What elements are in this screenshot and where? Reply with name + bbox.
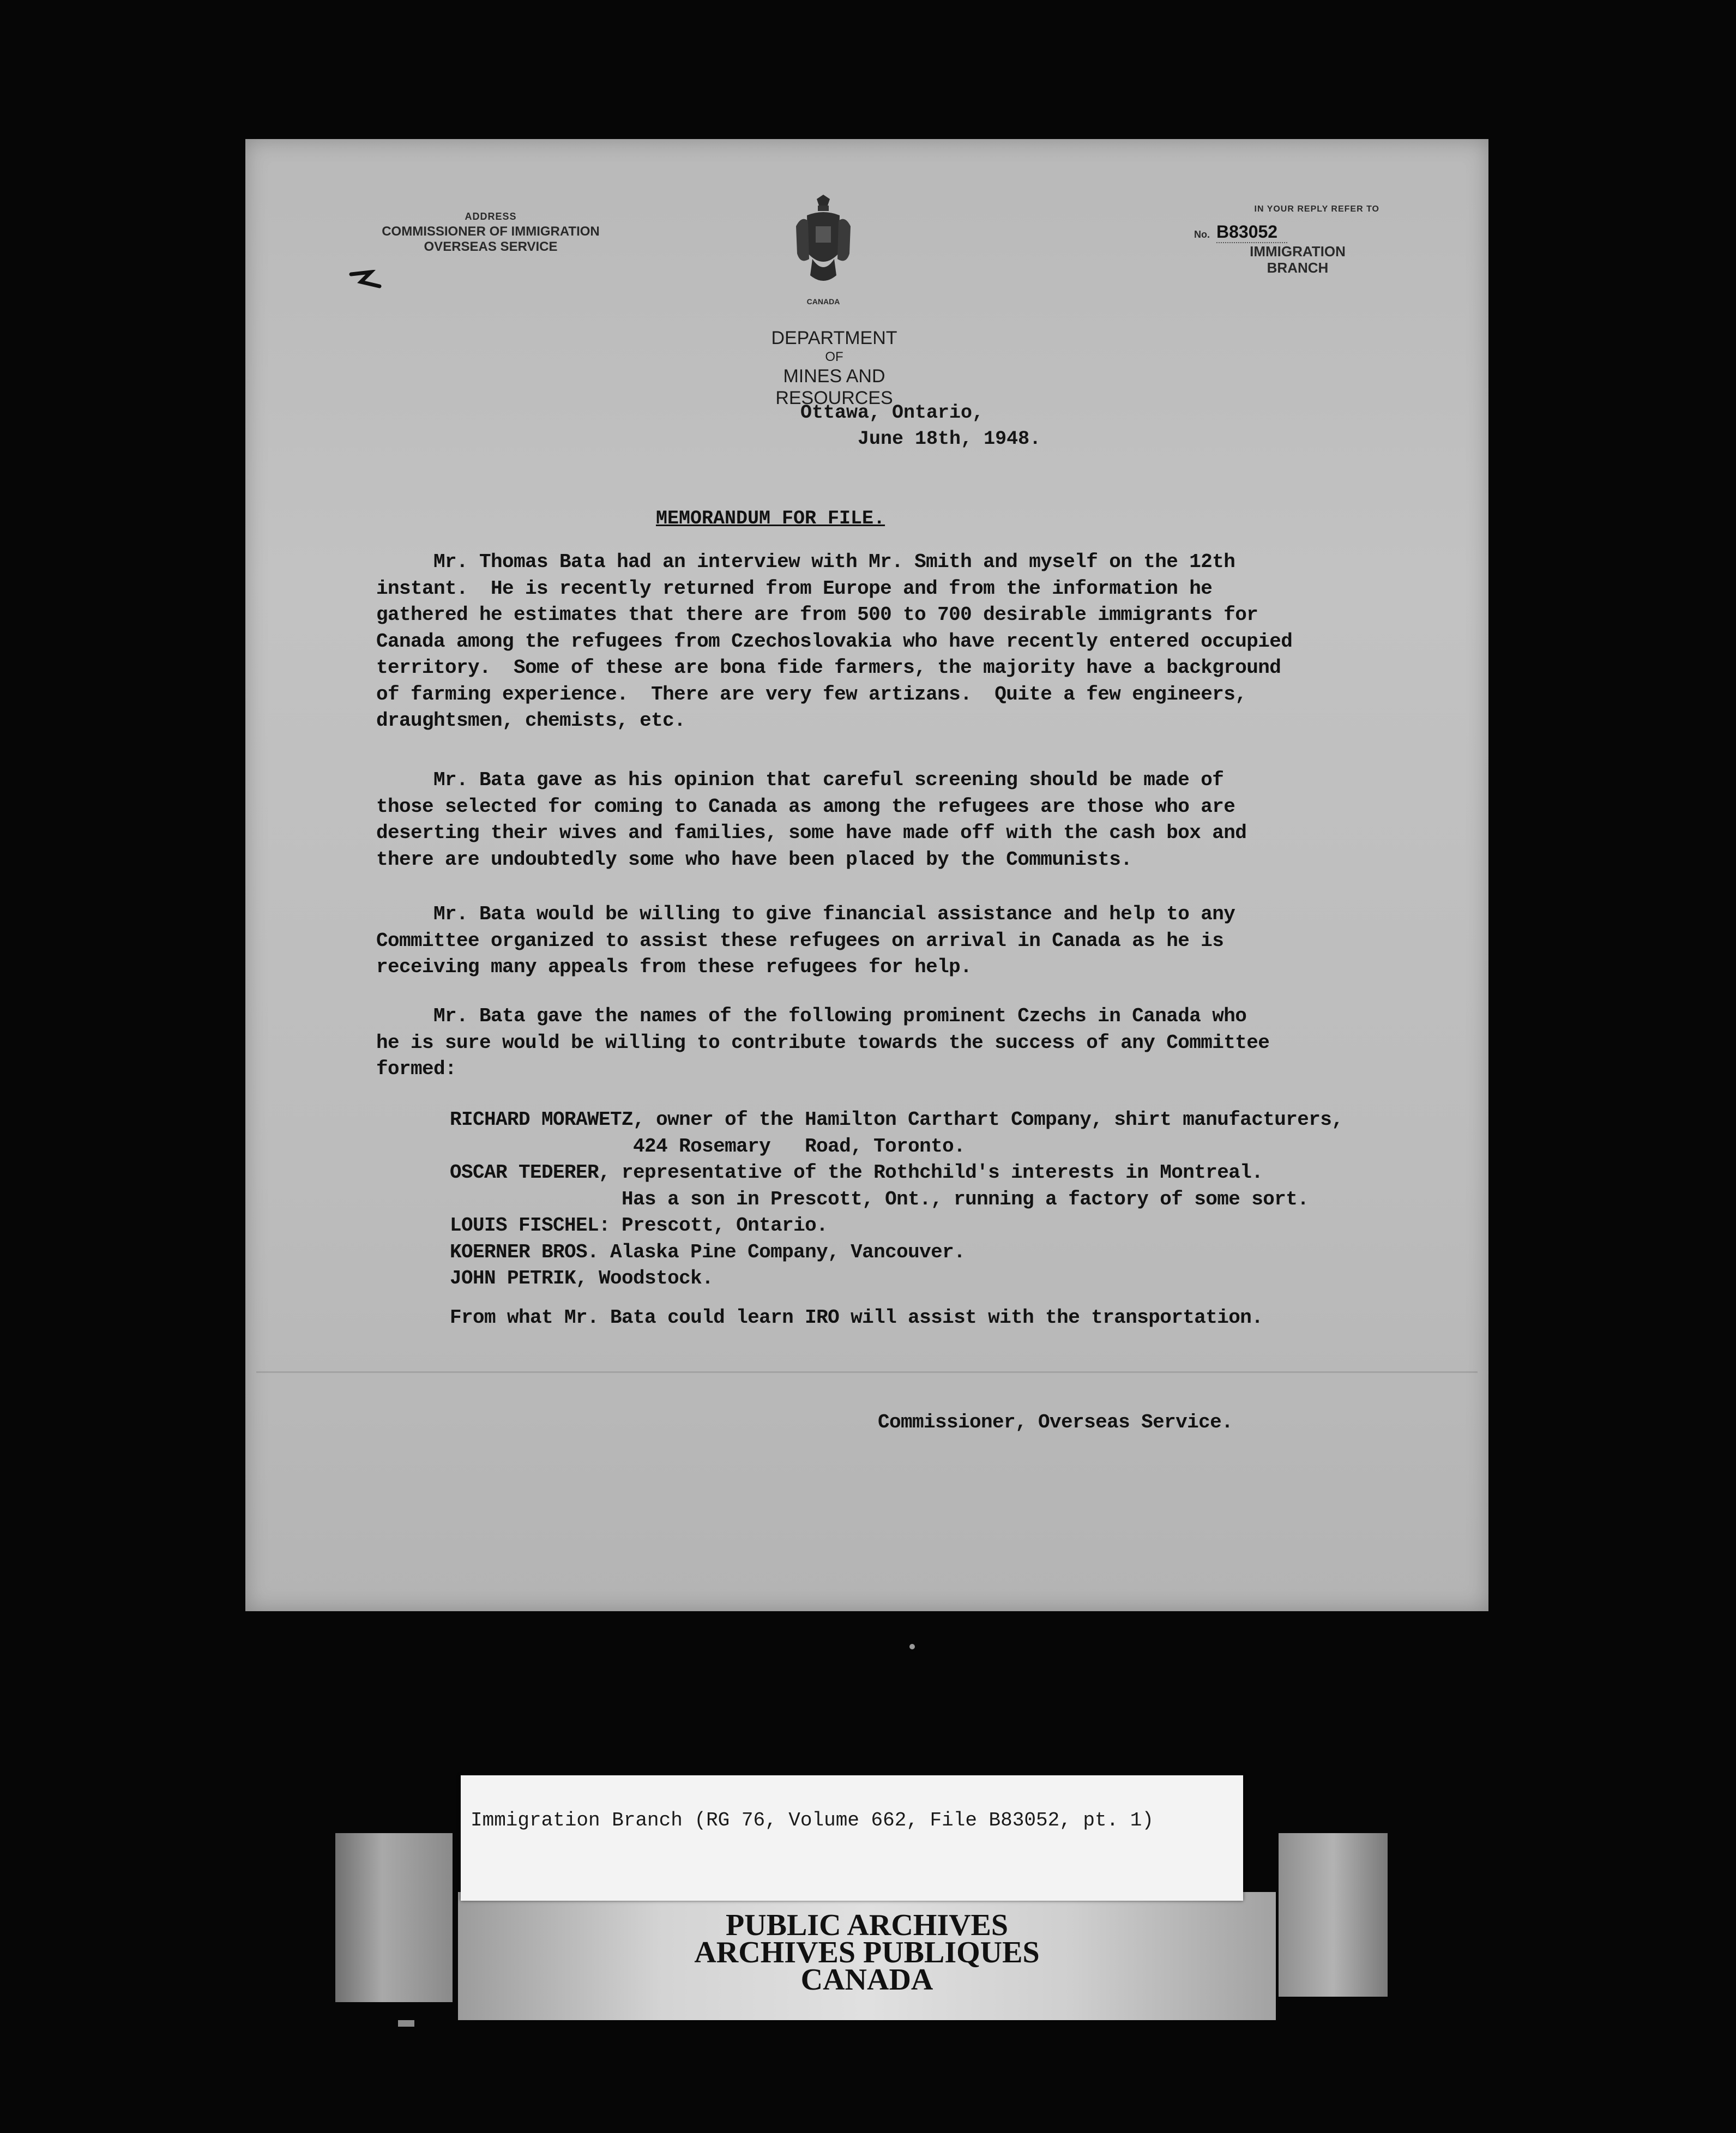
ministry-line: MINES AND RESOURCES	[775, 366, 893, 408]
department-heading	[725, 327, 943, 409]
film-edge-mark	[398, 2020, 414, 2027]
reply-number: B83052	[1216, 222, 1287, 243]
reply-caption: IN YOUR REPLY REFER TO	[1254, 204, 1379, 214]
stamp-line-3: CANADA	[800, 1963, 933, 1997]
address-line-2: OVERSEAS SERVICE	[424, 239, 558, 254]
paragraph-2: Mr. Bata gave as his opinion that careful screening should be made of those selected for coming to Canada as among the refugees are those who are deserting their wives and families, some have made off with the cash box and there are undoubtedly some who have been placed by the Communists.	[376, 769, 1247, 871]
paragraph-3: Mr. Bata would be willing to give financial assistance and help to any Committee organized to assist these refugees on arrival in Canada as he is receiving many appeals from these refugees for help.	[376, 903, 1235, 978]
city-line: Ottawa, Ontario,	[800, 402, 984, 424]
names-list: RICHARD MORAWETZ, owner of the Hamilton Carthart Company, shirt manufacturers, 424 Rosemary Road, Toronto. OSCAR TEDERER, representative of the Rothchild's interests in Montreal. Has a son in Prescott, Ont., running a factory of some sort. LOUIS FISCHEL: Prescott, Ontario. KOERNER BROS. Alaska Pine Company, Vancouver. JOHN PETRIK, Woodstock.	[450, 1108, 1343, 1290]
stamp-line-1: PUBLIC ARCHIVES	[725, 1908, 1009, 1942]
branch-line-2: BRANCH	[1267, 260, 1329, 276]
archives-stamp-card	[458, 1892, 1276, 2020]
letterhead-address-block	[338, 209, 643, 255]
signature-line: Commissioner, Overseas Service.	[878, 1411, 1233, 1433]
archives-stamp	[649, 1908, 1085, 1997]
memo-title: MEMORANDUM FOR FILE.	[656, 508, 885, 529]
fold-line	[256, 1371, 1478, 1373]
branch-line-1: IMMIGRATION	[1250, 243, 1346, 260]
coat-of-arms-icon	[791, 194, 856, 292]
place-and-date	[800, 400, 1041, 452]
tape-right	[1279, 1833, 1388, 1997]
department-line: DEPARTMENT	[771, 328, 897, 348]
address-caption: ADDRESS	[465, 211, 517, 222]
closing-line: From what Mr. Bata could learn IRO will assist with the transportation.	[450, 1306, 1263, 1329]
archive-reference-label	[461, 1775, 1243, 1901]
paragraph-4: Mr. Bata gave the names of the following prominent Czechs in Canada who he is sure would be willing to contribute towards the success of any Committee formed:	[376, 1005, 1270, 1080]
paragraph-1: Mr. Thomas Bata had an interview with Mr. Smith and myself on the 12th instant. He is recently returned from Europe and from the information he gathered he estimates that there are from 500 to 700 desirable immigrants for Canada among the refugees from Czechoslovakia who have recently entered occupied territory. Some of these are bona fide farmers, the majority have a background of farming experience. There are very few artizans. Quite a few engineers, draughtsmen, chemists, etc.	[376, 551, 1293, 732]
reply-number-line	[1194, 222, 1379, 243]
handwritten-mark-icon	[349, 270, 382, 292]
tape-left	[335, 1833, 453, 2002]
date-line: June 18th, 1948.	[858, 428, 1041, 450]
address-line-1: COMMISSIONER OF IMMIGRATION	[382, 224, 600, 239]
film-speck	[909, 1644, 915, 1649]
stamp-line-2: ARCHIVES PUBLIQUES	[694, 1936, 1040, 1969]
memo-document	[245, 139, 1488, 1611]
department-of: OF	[825, 350, 843, 364]
reply-no-label: No.	[1194, 229, 1210, 240]
archive-reference-text: Immigration Branch (RG 76, Volume 662, File B83052, pt. 1)	[471, 1809, 1154, 1831]
crest-caption: CANADA	[806, 297, 840, 306]
reply-reference-block	[1194, 204, 1379, 276]
